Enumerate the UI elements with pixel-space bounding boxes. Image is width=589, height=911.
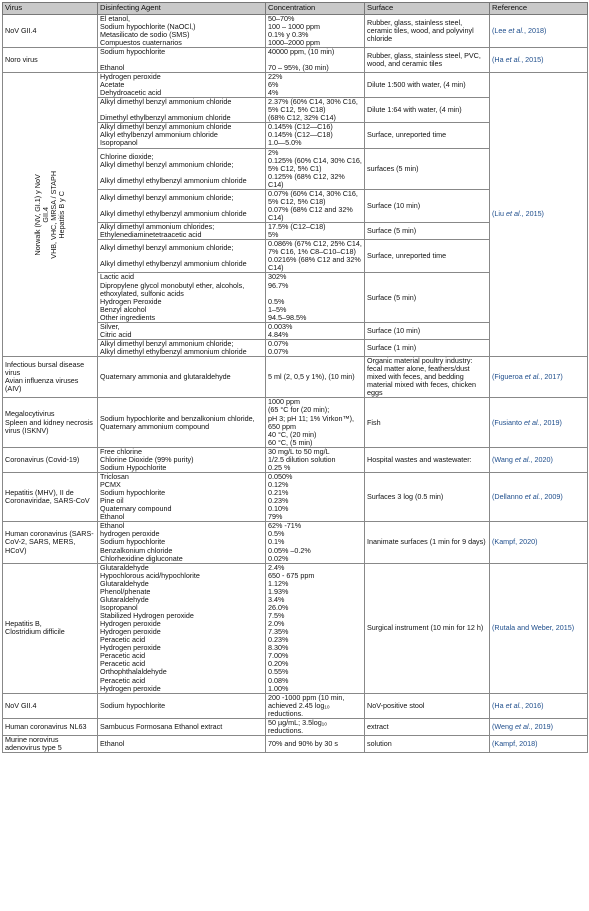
- surface-cell: Surfaces 3 log (0.5 min): [365, 472, 490, 521]
- agent-cell: Sodium hypochlorite: [98, 693, 266, 718]
- agent-cell: El etanol, Sodium hypochlorite (NaOCl,) Metasilicato de sodio (SMS) Compuestos cuaternarios: [98, 14, 266, 47]
- disinfectant-table: [2, 2, 588, 753]
- reference-cell: (Dellanno et al., 2009): [490, 472, 588, 521]
- concentration-cell: 2% 0.125% (60% C14, 30% C16, 5% C12, 5% C1) 0.125% (68% C12, 32% C14): [266, 148, 365, 189]
- reference-cell: (Fusianto et al., 2019): [490, 398, 588, 447]
- et-al: et al.: [508, 25, 524, 35]
- concentration-cell: 0.086% (67% C12, 25% C14, 7% C16, 1% C8–C10–C18) 0.0216% (68% C12 and 32% C14): [266, 240, 365, 273]
- reference-cell: (Ha et al., 2016): [490, 693, 588, 718]
- et-al: et al.: [514, 454, 531, 464]
- virus-cell: NoV GII.4: [3, 693, 98, 718]
- agent-cell: Hydrogen peroxide Acetate Dehydroacetic acid: [98, 72, 266, 97]
- surface-cell: Surgical instrument (10 min for 12 h): [365, 563, 490, 693]
- agent-cell: Ethanol hydrogen peroxide Sodium hypochlorite Benzalkonium chloride Chlorhexidine digluconate: [98, 522, 266, 563]
- agent-cell: Lactic acid Dipropylene glycol monobutyl ether, alcohols, ethoxylated, sulfonic acids Hydrogen Peroxide Benzyl alcohol Other ingredients: [98, 273, 266, 322]
- concentration-cell: 22% 6% 4%: [266, 72, 365, 97]
- header-row: [3, 3, 588, 15]
- concentration-cell: 40000 ppm, (10 min) 70 – 95%, (30 min): [266, 47, 365, 72]
- surface-cell: Hospital wastes and wastewater:: [365, 447, 490, 472]
- virus-cell: Human coronavirus (SARS-CoV-2, SARS, MERS, HCoV): [3, 522, 98, 563]
- agent-cell: Sodium hypochlorite Ethanol: [98, 47, 266, 72]
- concentration-cell: 30 mg/L to 50 mg/L 1/2.5 dilution solution 0.25 %: [266, 447, 365, 472]
- concentration-cell: 50 µg/mL; 3.5log₁₀ reductions.: [266, 718, 365, 735]
- reference-cell: (Kampf, 2018): [490, 735, 588, 752]
- agent-cell: Silver, Citric acid: [98, 322, 266, 339]
- concentration-cell: 62% -71% 0.5% 0.1% 0.05% –0.2% 0.02%: [266, 522, 365, 563]
- agent-cell: Ethanol: [98, 735, 266, 752]
- agent-cell: Alkyl dimethyl benzyl ammonium chloride; Alkyl dimethyl ethylbenzyl ammonium chloride: [98, 189, 266, 222]
- et-al: et al.: [524, 372, 541, 382]
- surface-cell: NoV-positive stool: [365, 693, 490, 718]
- concentration-cell: 2.37% (60% C14, 30% C16, 5% C12, 5% C18) (68% C12, 32% C14): [266, 98, 365, 123]
- concentration-cell: 17.5% (C12–C18) 5%: [266, 223, 365, 240]
- concentration-cell: 5 ml (2, 0,5 y 1%), (10 min): [266, 357, 365, 398]
- virus-cell: Hepatitis B, Clostridium difficile: [3, 563, 98, 693]
- concentration-cell: 0.050% 0.12% 0.21% 0.23% 0.10% 79%: [266, 472, 365, 521]
- virus-label: Norwalk (NV, GI.1) y NoV GII.4 VHB, VHC, MRSA / STAPH Hepatitis B y C: [33, 170, 66, 259]
- table-row: [3, 718, 588, 735]
- surface-cell: Surface (10 min): [365, 322, 490, 339]
- reference-cell: (Kampf, 2020): [490, 522, 588, 563]
- reference-cell: (Lee et al., 2018): [490, 14, 588, 47]
- header-surface: Surface: [365, 3, 490, 15]
- table-row: [3, 72, 588, 97]
- virus-cell: NoV GII.4: [3, 14, 98, 47]
- reference-cell: (Weng et al., 2019): [490, 718, 588, 735]
- virus-cell: Coronavirus (Covid-19): [3, 447, 98, 472]
- header-concentration: Concentration: [266, 3, 365, 15]
- table-row: [3, 14, 588, 47]
- agent-cell: Alkyl dimethyl benzyl ammonium chloride; Alkyl dimethyl ethylbenzyl ammonium chloride: [98, 240, 266, 273]
- table-row: [3, 472, 588, 521]
- agent-cell: Triclosan PCMX Sodium hypochlorite Pine oil Quaternary compound Ethanol: [98, 472, 266, 521]
- agent-cell: Alkyl dimethyl benzyl ammonium chloride Dimethyl ethylbenzyl ammonium chloride: [98, 98, 266, 123]
- et-al: et al.: [505, 209, 522, 219]
- table-row: [3, 398, 588, 447]
- concentration-cell: 1000 ppm (65 °C for (20 min); pH 3; pH 11; 1% Virkon™), 650 ppm 40 °C, (20 min) 60 °C, (5 min): [266, 398, 365, 447]
- reference-cell: (Liu et al., 2015): [490, 72, 588, 356]
- table-row: [3, 357, 588, 398]
- table-row: [3, 693, 588, 718]
- table-row: [3, 563, 588, 693]
- agent-cell: Quaternary ammonia and glutaraldehyde: [98, 357, 266, 398]
- header-reference: Reference: [490, 3, 588, 15]
- agent-cell: Free chlorine Chlorine Dioxide (99% purity) Sodium Hypochlorite: [98, 447, 266, 472]
- surface-cell: extract: [365, 718, 490, 735]
- et-al: et al.: [505, 54, 522, 64]
- table-row: [3, 447, 588, 472]
- surface-cell: surfaces (5 min): [365, 148, 490, 189]
- concentration-cell: 70% and 90% by 30 s: [266, 735, 365, 752]
- header-virus: Virus: [3, 3, 98, 15]
- concentration-cell: 0.07% (60% C14, 30% C16, 5% C12, 5% C18) 0.07% (68% C12 and 32% C14): [266, 189, 365, 222]
- surface-cell: Surface (10 min): [365, 189, 490, 222]
- table-row: [3, 522, 588, 563]
- et-al: et al.: [524, 492, 541, 502]
- concentration-cell: 302% 96.7% 0.5% 1–5% 94.5–98.5%: [266, 273, 365, 322]
- table-row: [3, 735, 588, 752]
- virus-cell: Human coronavirus NL63: [3, 718, 98, 735]
- surface-cell: Rubber, glass, stainless steel, ceramic tiles, wood, and polyvinyl chloride: [365, 14, 490, 47]
- surface-cell: Rubber, glass, stainless steel, PVC, wood, and ceramic tiles: [365, 47, 490, 72]
- surface-cell: Surface, unreported time: [365, 123, 490, 148]
- agent-cell: Sambucus Formosana Ethanol extract: [98, 718, 266, 735]
- agent-cell: Chlorine dioxide; Alkyl dimethyl benzyl ammonium chloride; Alkyl dimethyl ethylbenzyl ammonium chloride: [98, 148, 266, 189]
- virus-cell: Infectious bursal disease virus Avian influenza viruses (AIV): [3, 357, 98, 398]
- surface-cell: Dilute 1:64 with water, (4 min): [365, 98, 490, 123]
- reference-cell: (Rutala and Weber, 2015): [490, 563, 588, 693]
- surface-cell: Organic material poultry industry: fecal matter alone, feathers/dust mixed with feces, and bedding material mixed with feces, chicken eggs: [365, 357, 490, 398]
- header-agent: Disinfecting Agent: [98, 3, 266, 15]
- agent-cell: Glutaraldehyde Hypochlorous acid/hypochlorite Glutaraldehyde Phenol/phenate Glutaraldehyde Isopropanol Stabilized Hydrogen peroxide Hydrogen peroxide Hydrogen peroxide Peracetic acid Hydrogen peroxide Peracetic acid Peracetic acid Orthophthalaldehyde Peracetic acid Hydrogen peroxide: [98, 563, 266, 693]
- et-al: et al.: [505, 700, 522, 710]
- virus-cell: Noro virus: [3, 47, 98, 72]
- concentration-cell: 50–70% 100 – 1000 ppm 0.1% y 0.3% 1000–2000 ppm: [266, 14, 365, 47]
- surface-cell: Inanimate surfaces (1 min for 9 days): [365, 522, 490, 563]
- virus-cell: [3, 72, 98, 356]
- virus-cell: Megalocytivirus Spleen and kidney necrosis virus (ISKNV): [3, 398, 98, 447]
- reference-cell: (Wang et al., 2020): [490, 447, 588, 472]
- virus-cell: Hepatitis (MHV), II de Coronaviridae, SARS-CoV: [3, 472, 98, 521]
- table-row: [3, 47, 588, 72]
- reference-cell: (Ha et al., 2015): [490, 47, 588, 72]
- agent-cell: Sodium hypochlorite and benzalkonium chloride, Quaternary ammonium compound: [98, 398, 266, 447]
- concentration-cell: 0.07% 0.07%: [266, 339, 365, 356]
- virus-cell: Murine norovirus adenovirus type 5: [3, 735, 98, 752]
- surface-cell: Fish: [365, 398, 490, 447]
- surface-cell: Surface (5 min): [365, 273, 490, 322]
- surface-cell: Surface (5 min): [365, 223, 490, 240]
- agent-cell: Alkyl dimethyl benzyl ammonium chloride Alkyl ethylbenzyl ammonium chloride Isopropanol: [98, 123, 266, 148]
- et-al: et al.: [515, 721, 531, 731]
- reference-cell: (Figueroa et al., 2017): [490, 357, 588, 398]
- et-al: et al.: [523, 417, 540, 427]
- surface-cell: Surface, unreported time: [365, 240, 490, 273]
- concentration-cell: 0.003% 4.84%: [266, 322, 365, 339]
- concentration-cell: 200 -1000 ppm (10 min, achieved 2.45 log₁₀ reductions.: [266, 693, 365, 718]
- concentration-cell: 2.4% 650 - 675 ppm 1.12% 1.93% 3.4% 26.0% 7.5% 2.0% 7.35% 0.23% 8.30% 7.00% 0.20% 0.55% 0.08% 1.00%: [266, 563, 365, 693]
- agent-cell: Alkyl dimethyl ammonium chlorides; Ethylenediaminetetraacetic acid: [98, 223, 266, 240]
- concentration-cell: 0.145% (C12—C16) 0.145% (C12—C18) 1.0—5.0%: [266, 123, 365, 148]
- surface-cell: solution: [365, 735, 490, 752]
- surface-cell: Surface (1 min): [365, 339, 490, 356]
- agent-cell: Alkyl dimethyl benzyl ammonium chloride; Alkyl dimethyl ethylbenzyl ammonium chloride: [98, 339, 266, 356]
- surface-cell: Dilute 1:500 with water, (4 min): [365, 72, 490, 97]
